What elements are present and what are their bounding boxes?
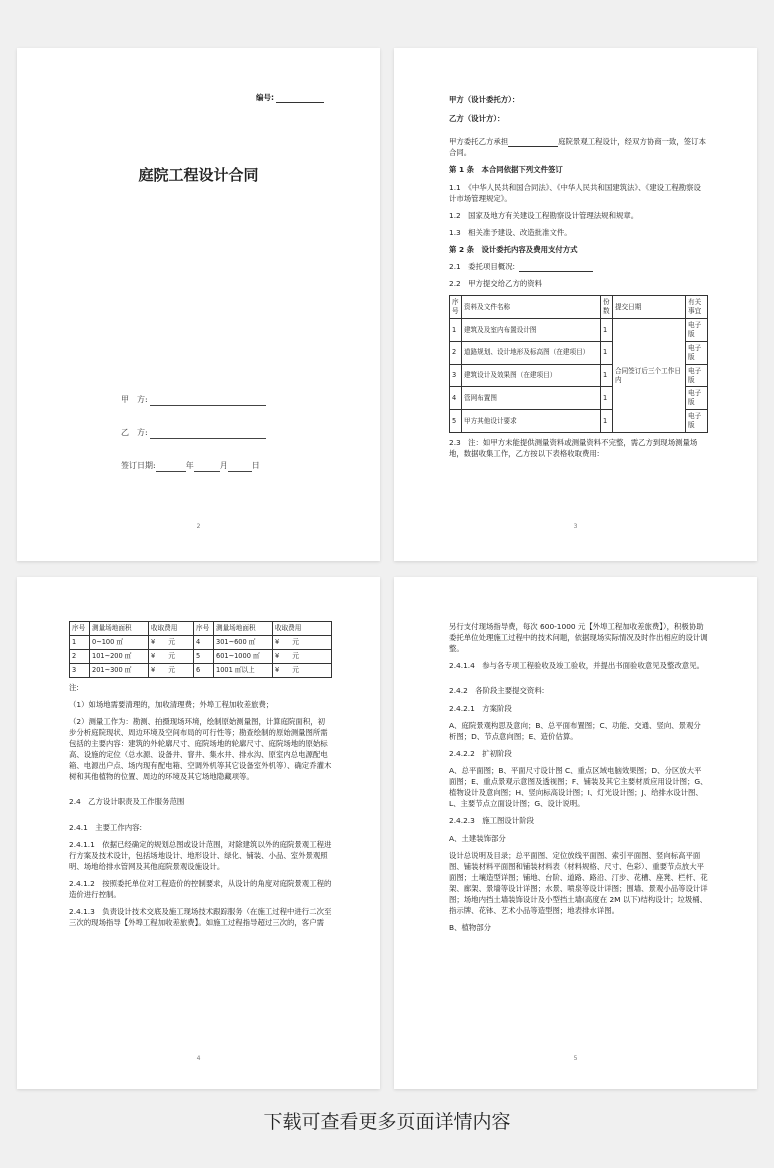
header-cell: 资料及文件名称 (462, 296, 601, 319)
cell-no: 5 (194, 649, 214, 663)
plant-label: B、植物部分 (449, 923, 492, 933)
cell-fee: ¥ 元 (149, 663, 194, 677)
article-2-3: 2.3 注：如甲方未能提供测量资料或测量资料不完整，需乙方到现场测量场地，数据收集工作，乙方按以下表格收取费用: (449, 438, 698, 459)
page-body (69, 621, 332, 934)
document-page-cover (17, 48, 380, 561)
paragraph-continued: 另行支付现场指导费，每次 600-1000 元【外埠工程加收差旅费】），积极协助委托单位处理施工过程中的技术问题，依据现场实际情况及时作出相应的设计调整。 (449, 622, 708, 654)
section-2-4-1: 2.4.1 主要工作内容: (69, 822, 143, 832)
article-2-title: 第 2 条 设计委托内容及费用支付方式 (449, 244, 578, 254)
cell-no: 3 (450, 364, 462, 387)
survey-fee-table (69, 621, 332, 678)
header-cell: 测量场地面积 (90, 622, 149, 636)
cell-no: 2 (450, 341, 462, 364)
header-cell: 测量场地面积 (214, 622, 273, 636)
section-2-4-1-2: 2.4.1.2 按照委托单位对工程造价的控制要求，从设计的角度对庭院景观工程的造价进行控制。 (69, 878, 332, 900)
article-1-3: 1.3 相关准予建设、改造批准文件。 (449, 227, 572, 237)
header-cell: 序号 (70, 622, 90, 636)
intro-paragraph: 甲方委托乙方承担 庭院景观工程设计，经双方协商一致，签订本合同。 (449, 137, 706, 158)
page-number: 5 (573, 1055, 578, 1062)
cell-name: 甲方其他设计要求 (462, 410, 601, 433)
cell-no: 1 (70, 635, 90, 649)
cell-note: 电子版 (686, 341, 708, 364)
contract-number-label: 编号: (256, 92, 324, 103)
cell-no: 3 (70, 663, 90, 677)
article-2-1: 2.1 委托项目概况: (449, 261, 708, 272)
header-cell: 有关事宜 (686, 296, 708, 319)
page-number: 4 (196, 1055, 201, 1062)
table-row (70, 663, 332, 677)
note-2: （2）测量工作为：勘测、拍摄现场环境，绘制原始测量图，计算庭院面积，初步分析庭院现状、周边环境及空间布局的可行性等；勘查绘制的原始测量图所需包括的主要内容：建筑的外轮廓尺寸、庭院场地的轮廓尺寸、庭院场地的原始标高、设施的定位（总水源、设备井、窨井、集水井、排水沟、原室内总电源配电箱、电源出户点、场内现有配电箱、空调外机等其它设备室外机等）、确定乔灌木树和其他植物的位置、周边的环境及其它场地隐藏项等。 (69, 716, 332, 782)
cell-note: 电子版 (686, 319, 708, 342)
section-2-4-2-2: 2.4.2.2 扩初阶段 (449, 748, 512, 758)
expand-stage-items: A、总平面图；B、平面尺寸设计图 C、重点区域电脑效果图；D、分区放大平面图；E、重点景观示意图及透视图；F、铺装及其它主要材质应用设计图；G、植物设计及意向图；H、竖向标高设计图；I、灯光设计图；J、给排水设计图、L、主要节点立面设计图；G、设计说明。 (449, 765, 708, 809)
cell-count: 1 (601, 341, 613, 364)
cell-fee: ¥ 元 (273, 635, 332, 649)
party-a-line: 甲方（设计委托方）： (449, 95, 520, 104)
document-page-2 (394, 48, 757, 561)
table-header-row (450, 296, 708, 319)
page-body (449, 94, 708, 465)
page-number: 2 (196, 523, 201, 530)
contract-number-blank (276, 94, 324, 103)
section-2-4: 2.4 乙方设计职责及工作服务范围 (69, 797, 185, 807)
section-2-4-1-3: 2.4.1.3 负责设计技术交底及施工现场技术跟踪服务（在施工过程中进行二次至三次的现场指导【外埠工程加收差旅费】。如施工过程指导超过三次的，客户需 (69, 907, 332, 928)
contract-title: 庭院工程设计合同 (138, 166, 259, 184)
cell-name: 建筑及及室内布置设计图 (462, 319, 601, 342)
sign-date: 签订日期: 年 月 日 (121, 461, 260, 470)
cell-fee: ¥ 元 (273, 663, 332, 677)
cell-name: 道路规划、设计地形及标高图（在建项目） (462, 341, 601, 364)
header-cell: 序号 (450, 296, 462, 319)
cell-no: 5 (450, 410, 462, 433)
plan-stage-items: A、庭院景观构思及意向；B、总平面布置图；C、功能、交通、竖向、景观分析图；D、节点意向图；E、造价估算。 (449, 720, 701, 741)
cell-count: 1 (601, 364, 613, 387)
section-2-4-2-3: 2.4.2.3 施工图设计阶段 (449, 816, 534, 826)
cell-no: 4 (194, 635, 214, 649)
civil-items: 设计总说明及目录；总平面图、定位放线平面图、索引平面图、竖向标高平面图、铺装材料平面图和铺装材料表（材料规格、尺寸、色彩）、重要节点放大平面图；土壤造型详图；铺地、台阶、道路、路沿、汀步、花槽、座凳、栏杆、花架、廊架、景墙等设计详图；水景、喷泉等设计详图；围墙、景观小品等设计详图；场地内挡土墙装饰设计及小型挡土墙(高度在 2M 以下)结构设计；垃圾桶、指示牌、花钵、艺术小品等造型图；地表排水详图。 (449, 850, 708, 916)
header-cell: 收取费用 (273, 622, 332, 636)
document-page-4 (394, 577, 757, 1089)
cell-area: 101~200 ㎡ (90, 649, 149, 663)
cell-note: 电子版 (686, 410, 708, 433)
table-header-row (70, 622, 332, 636)
cell-note: 电子版 (686, 387, 708, 410)
cell-submit-date: 合同签订后三个工作日内 (613, 319, 686, 433)
party-b-signature: 乙 方: (121, 427, 266, 439)
cell-name: 建筑设计及效果图（在建项目） (462, 364, 601, 387)
civil-label: A、土建装饰部分 (449, 833, 506, 843)
article-1-1: 1.1 《中华人民共和国合同法》、《中华人民共和国建筑法》、《建设工程勘察设计市场管理规定》。 (449, 182, 701, 203)
section-2-4-1-1: 2.4.1.1 依据已经确定的规划总图或设计范围，对除建筑以外的庭院景观工程进行方案及技术设计，包括场地设计、地形设计、绿化、铺装、小品、室外景观照明、场地给排水管网及其他庭院景观设施设计。 (69, 839, 332, 871)
note-label: 注: (69, 682, 79, 692)
cell-name: 管网布置图 (462, 387, 601, 410)
header-cell: 收取费用 (149, 622, 194, 636)
article-2-2: 2.2 甲方提交给乙方的资料 (449, 279, 543, 289)
cell-no: 4 (450, 387, 462, 410)
cell-fee: ¥ 元 (149, 649, 194, 663)
table-row (70, 649, 332, 663)
section-2-4-2-1: 2.4.2.1 方案阶段 (449, 703, 512, 713)
cell-count: 1 (601, 410, 613, 433)
header-cell: 提交日期 (613, 296, 686, 319)
cell-area: 1001 ㎡以上 (214, 663, 273, 677)
page-number: 3 (573, 523, 578, 530)
section-2-4-1-4: 2.4.1.4 参与各专项工程验收及竣工验收，并提出书面验收意见及整改意见。 (449, 661, 704, 671)
cell-area: 601~1000 ㎡ (214, 649, 273, 663)
cell-note: 电子版 (686, 364, 708, 387)
article-1-title: 第 1 条 本合同依据下列文件签订 (449, 165, 563, 175)
cell-count: 1 (601, 319, 613, 342)
note-1: （1）如场地需要清理的，加收清理费；外埠工程加收差旅费； (69, 699, 274, 709)
cell-area: 201~300 ㎡ (90, 663, 149, 677)
table-row (450, 319, 708, 342)
cell-area: 301~600 ㎡ (214, 635, 273, 649)
cell-fee: ¥ 元 (273, 649, 332, 663)
cell-count: 1 (601, 387, 613, 410)
cell-no: 1 (450, 319, 462, 342)
header-cell: 份数 (601, 296, 613, 319)
table-row (70, 635, 332, 649)
party-a-signature: 甲 方: (121, 394, 266, 406)
document-page-3 (17, 577, 380, 1089)
section-2-4-2: 2.4.2 各阶段主要提交资料: (449, 686, 545, 696)
download-caption: 下载可查看更多页面详情内容 (263, 1111, 511, 1133)
materials-table (449, 295, 708, 433)
article-1-2: 1.2 国家及地方有关建设工程勘察设计管理法规和规章。 (449, 210, 639, 220)
page-body (449, 621, 708, 939)
cell-fee: ¥ 元 (149, 635, 194, 649)
cell-area: 0~100 ㎡ (90, 635, 149, 649)
header-cell: 序号 (194, 622, 214, 636)
cell-no: 6 (194, 663, 214, 677)
cell-no: 2 (70, 649, 90, 663)
party-b-line: 乙方（设计方）： (449, 114, 505, 124)
